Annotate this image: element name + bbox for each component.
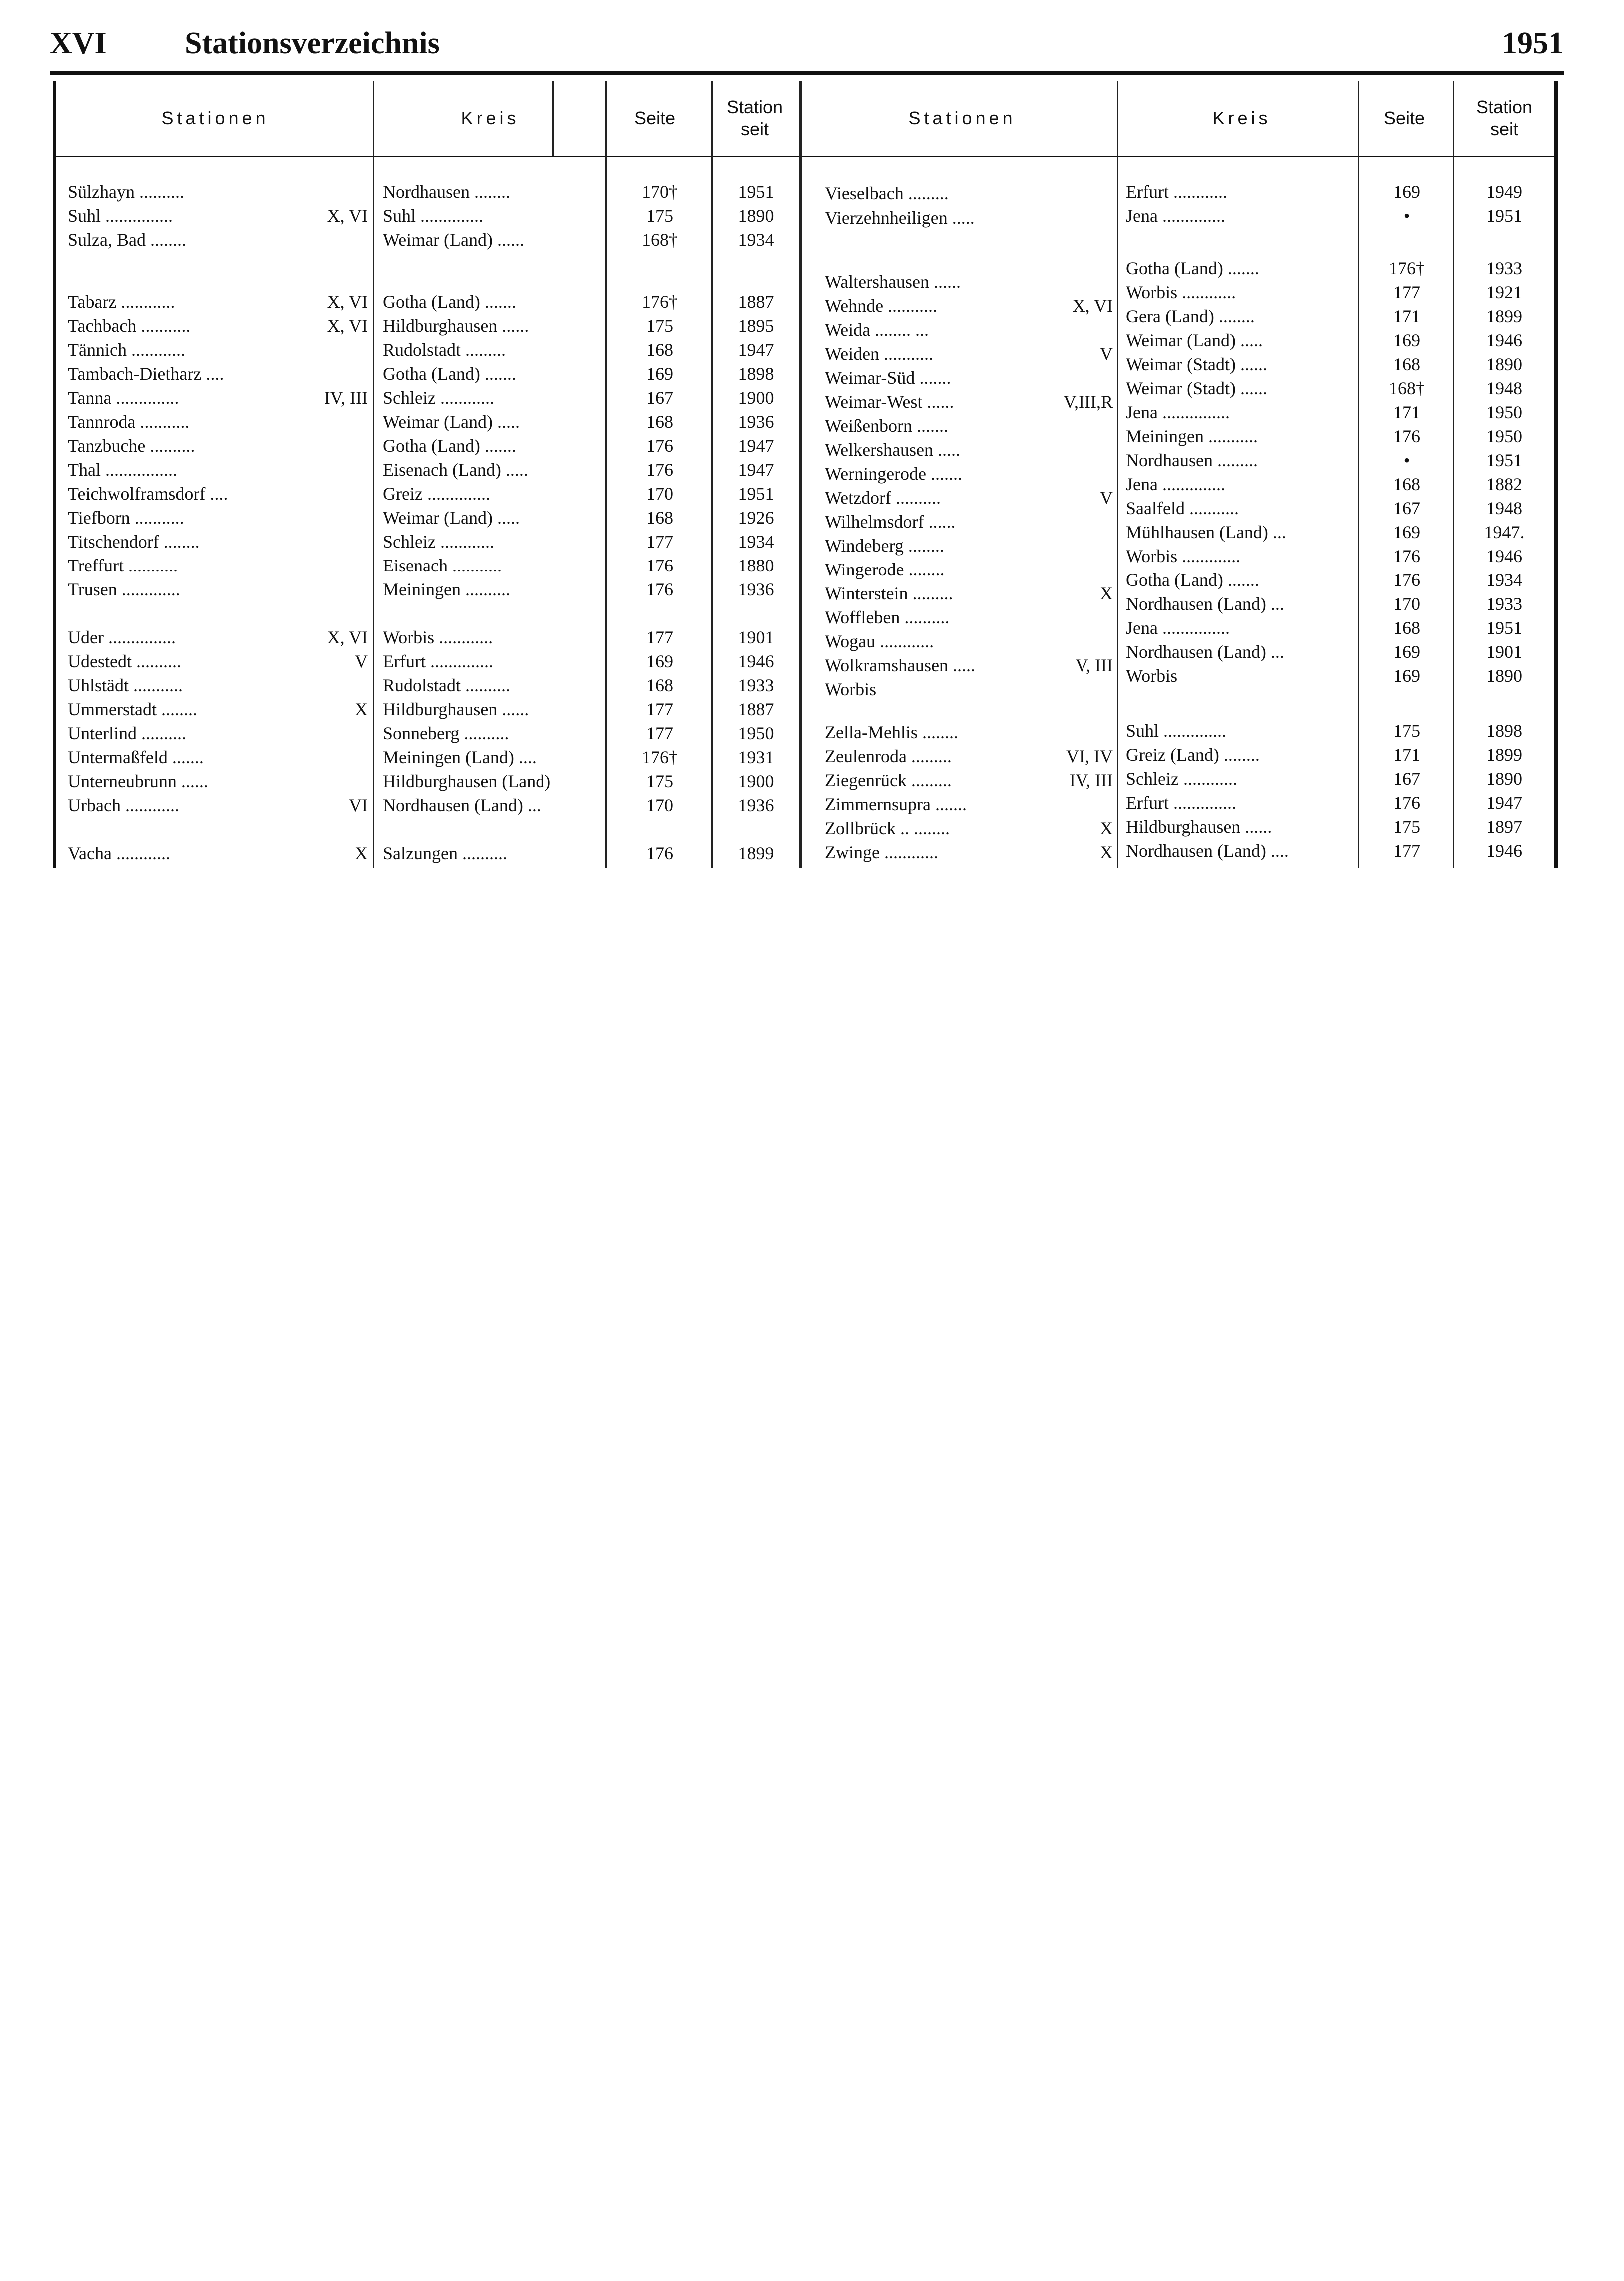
station-name: Tambach-Dietharz .... xyxy=(68,364,224,384)
column-divider xyxy=(605,81,607,868)
station-name: Weimar-West ...... xyxy=(825,392,954,412)
seite-value: 169 xyxy=(1393,330,1420,350)
kreis-name: Salzungen .......... xyxy=(383,843,507,863)
station-mark: X, VI xyxy=(327,627,368,647)
kreis-name: Nordhausen (Land) ... xyxy=(1126,594,1284,614)
seit-year: 1949 xyxy=(1486,182,1522,202)
seite-value: 170† xyxy=(642,182,678,202)
col-header-stationen-right: Stationen xyxy=(908,108,1016,128)
seit-year: 1897 xyxy=(1486,817,1522,837)
station-mark: V xyxy=(1100,344,1113,364)
seite-value: 175 xyxy=(1393,721,1420,741)
seite-value: 176† xyxy=(642,747,678,767)
page-header xyxy=(50,26,1564,71)
seite-value: • xyxy=(1403,206,1410,226)
station-name: Tanzbuche .......... xyxy=(68,436,195,456)
kreis-name: Schleiz ............ xyxy=(383,532,494,552)
seit-year: 1890 xyxy=(1486,769,1522,789)
seit-year: 1951 xyxy=(738,182,774,202)
seit-year: 1890 xyxy=(738,206,774,226)
seite-value: 176 xyxy=(1393,426,1420,446)
station-name: Waltershausen ...... xyxy=(825,272,961,292)
kreis-name: Weimar (Land) ..... xyxy=(1126,330,1263,350)
seite-value: 176 xyxy=(646,436,673,456)
seite-value: 175 xyxy=(646,316,673,336)
seite-value: 171 xyxy=(1393,306,1420,326)
seit-year: 1900 xyxy=(738,771,774,791)
seite-value: 168 xyxy=(646,340,673,360)
kreis-name: Mühlhausen (Land) ... xyxy=(1126,522,1286,542)
station-mark: V xyxy=(355,651,368,671)
kreis-name: Jena ............... xyxy=(1126,618,1230,638)
column-divider xyxy=(1358,81,1359,868)
station-mark: V,III,R xyxy=(1063,392,1113,412)
station-name: Weißenborn ....... xyxy=(825,416,949,436)
col-header-seite-right: Seite xyxy=(1383,108,1425,128)
column-divider-center xyxy=(799,81,802,868)
kreis-name: Weimar (Land) ..... xyxy=(383,412,520,432)
header-rule xyxy=(50,71,1564,75)
station-name: Zollbrück .. ........ xyxy=(825,818,950,838)
kreis-name: Weimar (Land) ...... xyxy=(383,230,524,250)
column-divider xyxy=(373,81,374,868)
station-name: Suhl ............... xyxy=(68,206,173,226)
table-header xyxy=(53,81,1558,156)
seite-value: 177 xyxy=(646,627,673,647)
seit-year: 1934 xyxy=(738,230,774,250)
station-table xyxy=(53,81,1558,868)
kreis-name: Hildburghausen (Land) xyxy=(383,771,551,791)
col-header-seit-line2: seit xyxy=(1490,119,1519,139)
header-divider xyxy=(552,81,554,156)
col-header-seit-line1: Station xyxy=(726,97,783,117)
seit-year: 1898 xyxy=(1486,721,1522,741)
station-name: Wingerode ........ xyxy=(825,560,945,579)
seite-value: 177 xyxy=(646,532,673,552)
seit-year: 1882 xyxy=(1486,474,1522,494)
seit-year: 1921 xyxy=(1486,282,1522,302)
seite-value: 175 xyxy=(646,206,673,226)
kreis-name: Greiz .............. xyxy=(383,484,490,504)
kreis-name: Hildburghausen ...... xyxy=(383,316,529,336)
seit-year: 1933 xyxy=(1486,258,1522,278)
seite-value: • xyxy=(1403,450,1410,470)
kreis-name: Meiningen ........... xyxy=(1126,426,1258,446)
column-divider xyxy=(1453,81,1454,868)
station-name: Zwinge ............ xyxy=(825,842,938,862)
station-name: Ziegenrück ......... xyxy=(825,770,952,790)
kreis-name: Erfurt .............. xyxy=(1126,793,1236,813)
station-mark: V, III xyxy=(1075,655,1113,675)
kreis-name: Jena .............. xyxy=(1126,474,1225,494)
kreis-name: Erfurt .............. xyxy=(383,651,493,671)
station-name: Thal ................ xyxy=(68,460,177,480)
seite-value: 168 xyxy=(646,675,673,695)
seite-value: 176 xyxy=(646,579,673,599)
station-name: Worbis xyxy=(825,679,877,699)
seit-year: 1936 xyxy=(738,412,774,432)
seite-value: 169 xyxy=(1393,182,1420,202)
kreis-name: Worbis ............. xyxy=(1126,546,1241,566)
station-name: Tachbach ........... xyxy=(68,316,191,336)
seit-year: 1946 xyxy=(1486,330,1522,350)
seit-year: 1899 xyxy=(1486,745,1522,765)
station-mark: X, VI xyxy=(327,292,368,312)
kreis-name: Worbis ............ xyxy=(383,627,493,647)
seite-value: 167 xyxy=(1393,769,1420,789)
station-mark: VI xyxy=(349,795,368,815)
seite-value: 177 xyxy=(646,699,673,719)
seite-value: 176 xyxy=(1393,570,1420,590)
seit-year: 1950 xyxy=(1486,402,1522,422)
seit-year: 1947 xyxy=(738,460,774,480)
seite-value: 176 xyxy=(1393,546,1420,566)
seit-year: 1936 xyxy=(738,579,774,599)
station-mark: X xyxy=(1100,583,1113,603)
station-mark: X, VI xyxy=(1072,296,1113,316)
seite-value: 168 xyxy=(1393,474,1420,494)
kreis-name: Eisenach (Land) ..... xyxy=(383,460,528,480)
kreis-name: Eisenach ........... xyxy=(383,556,502,575)
seit-year: 1947 xyxy=(738,436,774,456)
page-year: 1951 xyxy=(1502,26,1564,60)
col-header-seit-right xyxy=(1457,81,1552,156)
seite-value: 168† xyxy=(1389,378,1425,398)
seit-year: 1899 xyxy=(738,843,774,863)
col-header-stationen-left: Stationen xyxy=(161,108,269,128)
station-name: Winterstein ......... xyxy=(825,583,953,603)
seite-value: 176 xyxy=(646,556,673,575)
seite-value: 168† xyxy=(642,230,678,250)
kreis-name: Gotha (Land) ....... xyxy=(383,364,516,384)
station-name: Wolkramshausen ..... xyxy=(825,655,976,675)
kreis-name: Weimar (Stadt) ...... xyxy=(1126,378,1268,398)
station-name: Werningerode ....... xyxy=(825,464,963,484)
seite-value: 168 xyxy=(1393,618,1420,638)
station-name: Tiefborn ........... xyxy=(68,508,184,528)
seite-value: 175 xyxy=(1393,817,1420,837)
seit-year: 1901 xyxy=(1486,642,1522,662)
kreis-name: Meiningen (Land) .... xyxy=(383,747,537,767)
seit-year: 1946 xyxy=(738,651,774,671)
seit-year: 1933 xyxy=(738,675,774,695)
station-name: Udestedt .......... xyxy=(68,651,181,671)
seit-year: 1899 xyxy=(1486,306,1522,326)
kreis-name: Nordhausen ........ xyxy=(383,182,510,202)
seite-value: 169 xyxy=(646,364,673,384)
station-mark: X xyxy=(355,843,368,863)
station-name: Treffurt ........... xyxy=(68,556,178,575)
seite-value: 170 xyxy=(646,484,673,504)
station-name: Urbach ............ xyxy=(68,795,179,815)
seite-value: 176† xyxy=(1389,258,1425,278)
seit-year: 1887 xyxy=(738,699,774,719)
station-mark: IV, III xyxy=(324,388,368,408)
page-title: Stationsverzeichnis xyxy=(185,26,440,60)
seite-value: 168 xyxy=(646,412,673,432)
station-name: Wogau ............ xyxy=(825,631,934,651)
station-name: Weiden ........... xyxy=(825,344,934,364)
seit-year: 1950 xyxy=(738,723,774,743)
kreis-name: Nordhausen ......... xyxy=(1126,450,1258,470)
station-name: Woffleben .......... xyxy=(825,607,950,627)
kreis-name: Jena .............. xyxy=(1126,206,1225,226)
seit-year: 1934 xyxy=(1486,570,1522,590)
kreis-name: Nordhausen (Land) .... xyxy=(1126,841,1289,861)
kreis-name: Hildburghausen ...... xyxy=(383,699,529,719)
seite-value: 175 xyxy=(646,771,673,791)
kreis-name: Jena ............... xyxy=(1126,402,1230,422)
seite-value: 169 xyxy=(1393,642,1420,662)
seite-value: 176† xyxy=(642,292,678,312)
station-name: Teichwolframsdorf .... xyxy=(68,484,228,504)
seit-year: 1890 xyxy=(1486,354,1522,374)
seit-year: 1933 xyxy=(1486,594,1522,614)
station-name: Tabarz ............ xyxy=(68,292,175,312)
station-name: Ummerstadt ........ xyxy=(68,699,197,719)
table-right-border xyxy=(1554,81,1558,868)
seit-year: 1951 xyxy=(1486,206,1522,226)
station-mark: IV, III xyxy=(1069,770,1113,790)
seit-year: 1946 xyxy=(1486,546,1522,566)
col-header-seite-left: Seite xyxy=(634,108,676,128)
page-number: XVI xyxy=(50,26,107,60)
seite-value: 168 xyxy=(1393,354,1420,374)
seite-value: 176 xyxy=(646,843,673,863)
col-header-kreis-right: Kreis xyxy=(1212,108,1271,128)
seit-year: 1895 xyxy=(738,316,774,336)
column-divider xyxy=(711,81,713,868)
seite-value: 169 xyxy=(646,651,673,671)
seite-value: 176 xyxy=(646,460,673,480)
station-mark: X, VI xyxy=(327,206,368,226)
kreis-name: Suhl .............. xyxy=(1126,721,1227,741)
station-mark: VI, IV xyxy=(1066,746,1113,766)
station-name: Uder ............... xyxy=(68,627,176,647)
seite-value: 167 xyxy=(1393,498,1420,518)
kreis-name: Worbis xyxy=(1126,666,1178,686)
col-header-seit-line1: Station xyxy=(1476,97,1533,117)
station-name: Uhlstädt ........... xyxy=(68,675,183,695)
kreis-name: Worbis ............ xyxy=(1126,282,1236,302)
seite-value: 176 xyxy=(1393,793,1420,813)
kreis-name: Weimar (Land) ..... xyxy=(383,508,520,528)
kreis-name: Sonneberg .......... xyxy=(383,723,509,743)
kreis-name: Erfurt ............ xyxy=(1126,182,1227,202)
station-name: Vacha ............ xyxy=(68,843,170,863)
station-name: Wetzdorf .......... xyxy=(825,488,941,508)
station-mark: X xyxy=(1100,818,1113,838)
kreis-name: Schleiz ............ xyxy=(383,388,494,408)
station-name: Weida ........ ... xyxy=(825,320,929,340)
station-name: Untermaßfeld ....... xyxy=(68,747,204,767)
station-name: Zella-Mehlis ........ xyxy=(825,722,958,742)
seite-value: 171 xyxy=(1393,402,1420,422)
kreis-name: Hildburghausen ...... xyxy=(1126,817,1272,837)
kreis-name: Rudolstadt ......... xyxy=(383,340,506,360)
header-bottom-rule xyxy=(53,156,1558,157)
station-name: Wehnde ........... xyxy=(825,296,938,316)
seit-year: 1948 xyxy=(1486,498,1522,518)
station-name: Zeulenroda ......... xyxy=(825,746,952,766)
seite-value: 177 xyxy=(1393,282,1420,302)
seite-value: 170 xyxy=(646,795,673,815)
station-name: Vierzehnheiligen ..... xyxy=(825,208,975,228)
station-name: Tännich ............ xyxy=(68,340,185,360)
seit-year: 1936 xyxy=(738,795,774,815)
kreis-name: Weimar (Stadt) ...... xyxy=(1126,354,1268,374)
seit-year: 1951 xyxy=(738,484,774,504)
kreis-name: Schleiz ............ xyxy=(1126,769,1237,789)
kreis-name: Greiz (Land) ........ xyxy=(1126,745,1260,765)
kreis-name: Rudolstadt .......... xyxy=(383,675,511,695)
table-left-border xyxy=(53,81,56,868)
seit-year: 1947. xyxy=(1484,522,1525,542)
seit-year: 1887 xyxy=(738,292,774,312)
seite-value: 170 xyxy=(1393,594,1420,614)
seite-value: 169 xyxy=(1393,666,1420,686)
station-name: Tannroda ........... xyxy=(68,412,190,432)
kreis-name: Saalfeld ........... xyxy=(1126,498,1239,518)
station-name: Trusen ............. xyxy=(68,579,180,599)
seit-year: 1934 xyxy=(738,532,774,552)
station-name: Welkershausen ..... xyxy=(825,440,961,460)
station-name: Unterneubrunn ...... xyxy=(68,771,208,791)
station-name: Sülzhayn .......... xyxy=(68,182,184,202)
seit-year: 1951 xyxy=(1486,450,1522,470)
seite-value: 167 xyxy=(646,388,673,408)
station-mark: X xyxy=(1100,842,1113,862)
col-header-seit-left xyxy=(712,81,797,156)
col-header-kreis-left: Kreis xyxy=(461,108,520,128)
seit-year: 1947 xyxy=(738,340,774,360)
kreis-name: Gotha (Land) ....... xyxy=(383,436,516,456)
seite-value: 168 xyxy=(646,508,673,528)
seit-year: 1946 xyxy=(1486,841,1522,861)
seite-value: 169 xyxy=(1393,522,1420,542)
seit-year: 1951 xyxy=(1486,618,1522,638)
kreis-name: Gotha (Land) ....... xyxy=(1126,258,1259,278)
seit-year: 1880 xyxy=(738,556,774,575)
station-name: Unterlind .......... xyxy=(68,723,186,743)
kreis-name: Meiningen .......... xyxy=(383,579,510,599)
kreis-name: Gera (Land) ........ xyxy=(1126,306,1255,326)
seit-year: 1901 xyxy=(738,627,774,647)
station-mark: X xyxy=(355,699,368,719)
seite-value: 177 xyxy=(646,723,673,743)
kreis-name: Suhl .............. xyxy=(383,206,484,226)
station-name: Windeberg ........ xyxy=(825,536,944,556)
seit-year: 1926 xyxy=(738,508,774,528)
station-name: Sulza, Bad ........ xyxy=(68,230,186,250)
seit-year: 1948 xyxy=(1486,378,1522,398)
seit-year: 1890 xyxy=(1486,666,1522,686)
seite-value: 177 xyxy=(1393,841,1420,861)
station-name: Vieselbach ......... xyxy=(825,183,949,203)
seit-year: 1947 xyxy=(1486,793,1522,813)
station-mark: X, VI xyxy=(327,316,368,336)
kreis-name: Gotha (Land) ....... xyxy=(383,292,516,312)
kreis-name: Nordhausen (Land) ... xyxy=(383,795,541,815)
station-mark: V xyxy=(1100,488,1113,508)
seite-value: 171 xyxy=(1393,745,1420,765)
column-divider xyxy=(1117,81,1118,868)
seit-year: 1950 xyxy=(1486,426,1522,446)
seit-year: 1900 xyxy=(738,388,774,408)
station-name: Weimar-Süd ....... xyxy=(825,368,951,388)
kreis-name: Nordhausen (Land) ... xyxy=(1126,642,1284,662)
seit-year: 1898 xyxy=(738,364,774,384)
col-header-seit-line2: seit xyxy=(740,119,769,139)
station-name: Wilhelmsdorf ...... xyxy=(825,512,956,532)
station-name: Titschendorf ........ xyxy=(68,532,200,552)
station-name: Tanna .............. xyxy=(68,388,179,408)
station-name: Zimmernsupra ....... xyxy=(825,794,967,814)
seit-year: 1931 xyxy=(738,747,774,767)
kreis-name: Gotha (Land) ....... xyxy=(1126,570,1259,590)
